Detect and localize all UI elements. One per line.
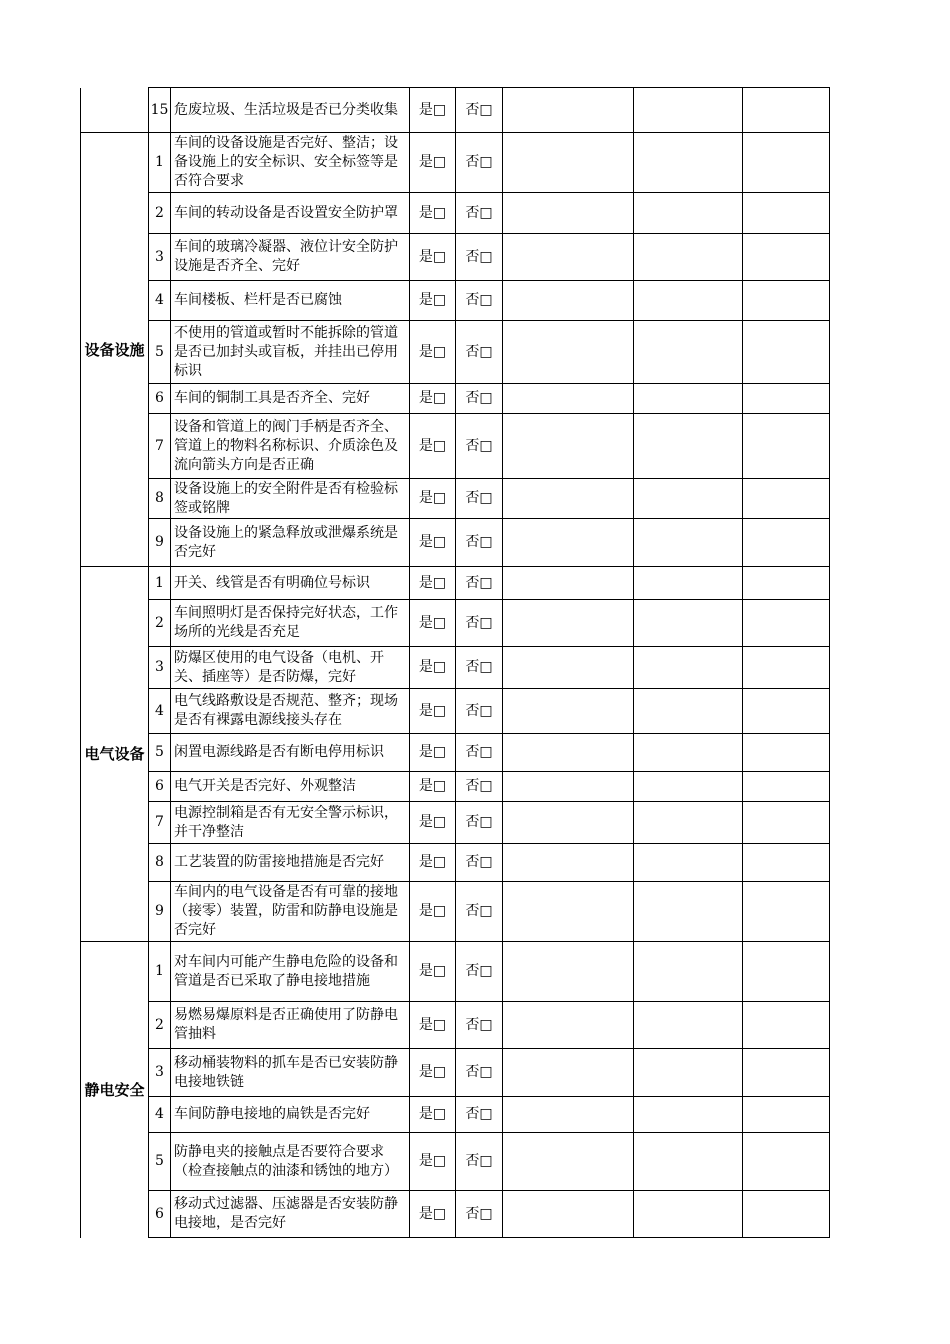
yes-checkbox[interactable]: 是□ xyxy=(410,942,456,1002)
confirm-cell[interactable] xyxy=(743,193,830,234)
yes-checkbox[interactable]: 是□ xyxy=(410,802,456,844)
item-number: 1 xyxy=(149,567,171,600)
check-item-text: 移动桶装物料的抓车是否已安装防静电接地铁链 xyxy=(171,1049,410,1097)
confirm-cell[interactable] xyxy=(743,647,830,689)
checklist-row xyxy=(81,88,830,133)
check-item-text: 防爆区使用的电气设备（电机、开关、插座等）是否防爆，完好 xyxy=(171,647,410,689)
remark-cell[interactable] xyxy=(503,321,634,384)
yes-checkbox[interactable]: 是□ xyxy=(410,1191,456,1238)
yes-checkbox[interactable]: 是□ xyxy=(410,384,456,414)
check-item-text: 车间的转动设备是否设置安全防护罩 xyxy=(171,193,410,234)
checklist-row xyxy=(81,479,830,519)
remark-cell[interactable] xyxy=(503,942,634,1002)
confirm-cell[interactable] xyxy=(743,519,830,567)
responsible-cell[interactable] xyxy=(634,88,743,133)
remark-cell[interactable] xyxy=(503,479,634,519)
check-item-text: 防静电夹的接触点是否要符合要求（检查接触点的油漆和锈蚀的地方） xyxy=(171,1133,410,1191)
responsible-cell[interactable] xyxy=(634,384,743,414)
no-checkbox[interactable]: 否□ xyxy=(456,689,503,734)
item-number: 4 xyxy=(149,281,171,321)
check-item-text: 设备和管道上的阀门手柄是否齐全、管道上的物料名称标识、介质涂色及流向箭头方向是否正确 xyxy=(171,414,410,479)
check-item-text: 工艺装置的防雷接地措施是否完好 xyxy=(171,844,410,882)
no-checkbox[interactable]: 否□ xyxy=(456,1133,503,1191)
check-item-text: 不使用的管道或暂时不能拆除的管道是否已加封头或盲板，并挂出已停用标识 xyxy=(171,321,410,384)
item-number: 8 xyxy=(149,479,171,519)
confirm-cell[interactable] xyxy=(743,1191,830,1238)
yes-checkbox[interactable]: 是□ xyxy=(410,1097,456,1133)
responsible-cell[interactable] xyxy=(634,193,743,234)
no-checkbox[interactable]: 否□ xyxy=(456,844,503,882)
item-number: 3 xyxy=(149,234,171,281)
no-checkbox[interactable]: 否□ xyxy=(456,321,503,384)
responsible-cell[interactable] xyxy=(634,942,743,1002)
confirm-cell[interactable] xyxy=(743,88,830,133)
check-item-text: 车间的铜制工具是否齐全、完好 xyxy=(171,384,410,414)
yes-checkbox[interactable]: 是□ xyxy=(410,689,456,734)
confirm-cell[interactable] xyxy=(743,734,830,772)
remark-cell[interactable] xyxy=(503,1049,634,1097)
item-number: 1 xyxy=(149,133,171,193)
check-item-text: 车间防静电接地的扁铁是否完好 xyxy=(171,1097,410,1133)
responsible-cell[interactable] xyxy=(634,689,743,734)
item-number: 9 xyxy=(149,519,171,567)
inspection-checklist-table xyxy=(80,87,830,1238)
confirm-cell[interactable] xyxy=(743,321,830,384)
item-number: 4 xyxy=(149,689,171,734)
remark-cell[interactable] xyxy=(503,519,634,567)
yes-checkbox[interactable]: 是□ xyxy=(410,479,456,519)
category-label: 静电安全 xyxy=(81,942,149,1238)
remark-cell[interactable] xyxy=(503,567,634,600)
yes-checkbox[interactable]: 是□ xyxy=(410,600,456,647)
yes-checkbox[interactable]: 是□ xyxy=(410,647,456,689)
remark-cell[interactable] xyxy=(503,281,634,321)
check-item-text: 危废垃圾、生活垃圾是否已分类收集 xyxy=(171,88,410,133)
confirm-cell[interactable] xyxy=(743,600,830,647)
confirm-cell[interactable] xyxy=(743,567,830,600)
check-item-text: 设备设施上的安全附件是否有检验标签或铭牌 xyxy=(171,479,410,519)
remark-cell[interactable] xyxy=(503,234,634,281)
remark-cell[interactable] xyxy=(503,1191,634,1238)
yes-checkbox[interactable]: 是□ xyxy=(410,1002,456,1049)
remark-cell[interactable] xyxy=(503,1133,634,1191)
responsible-cell[interactable] xyxy=(634,1191,743,1238)
responsible-cell[interactable] xyxy=(634,567,743,600)
checklist-row xyxy=(81,567,830,600)
yes-checkbox[interactable]: 是□ xyxy=(410,1049,456,1097)
category-label: 设备设施 xyxy=(81,133,149,567)
item-number: 2 xyxy=(149,193,171,234)
no-checkbox[interactable]: 否□ xyxy=(456,772,503,802)
confirm-cell[interactable] xyxy=(743,1133,830,1191)
category-label xyxy=(81,88,149,133)
item-number: 3 xyxy=(149,647,171,689)
responsible-cell[interactable] xyxy=(634,772,743,802)
confirm-cell[interactable] xyxy=(743,772,830,802)
check-item-text: 电气开关是否完好、外观整洁 xyxy=(171,772,410,802)
remark-cell[interactable] xyxy=(503,844,634,882)
yes-checkbox[interactable]: 是□ xyxy=(410,844,456,882)
confirm-cell[interactable] xyxy=(743,844,830,882)
confirm-cell[interactable] xyxy=(743,942,830,1002)
responsible-cell[interactable] xyxy=(634,1002,743,1049)
confirm-cell[interactable] xyxy=(743,1097,830,1133)
remark-cell[interactable] xyxy=(503,772,634,802)
no-checkbox[interactable]: 否□ xyxy=(456,234,503,281)
remark-cell[interactable] xyxy=(503,193,634,234)
item-number: 4 xyxy=(149,1097,171,1133)
yes-checkbox[interactable]: 是□ xyxy=(410,1133,456,1191)
check-item-text: 车间的设备设施是否完好、整洁；设备设施上的安全标识、安全标签等是否符合要求 xyxy=(171,133,410,193)
item-number: 6 xyxy=(149,772,171,802)
checklist-row xyxy=(81,647,830,689)
item-number: 6 xyxy=(149,384,171,414)
confirm-cell[interactable] xyxy=(743,1002,830,1049)
responsible-cell[interactable] xyxy=(634,844,743,882)
item-number: 9 xyxy=(149,882,171,942)
confirm-cell[interactable] xyxy=(743,281,830,321)
yes-checkbox[interactable]: 是□ xyxy=(410,567,456,600)
category-label: 电气设备 xyxy=(81,567,149,942)
confirm-cell[interactable] xyxy=(743,882,830,942)
remark-cell[interactable] xyxy=(503,882,634,942)
checklist-row xyxy=(81,1049,830,1097)
item-number: 7 xyxy=(149,802,171,844)
check-item-text: 易燃易爆原料是否正确使用了防静电管抽料 xyxy=(171,1002,410,1049)
yes-checkbox[interactable]: 是□ xyxy=(410,234,456,281)
check-item-text: 移动式过滤器、压滤器是否安装防静电接地，是否完好 xyxy=(171,1191,410,1238)
checklist-row xyxy=(81,600,830,647)
no-checkbox[interactable]: 否□ xyxy=(456,882,503,942)
yes-checkbox[interactable]: 是□ xyxy=(410,772,456,802)
no-checkbox[interactable]: 否□ xyxy=(456,802,503,844)
item-number: 5 xyxy=(149,1133,171,1191)
remark-cell[interactable] xyxy=(503,802,634,844)
no-checkbox[interactable]: 否□ xyxy=(456,414,503,479)
checklist-row xyxy=(81,734,830,772)
check-item-text: 设备设施上的紧急释放或泄爆系统是否完好 xyxy=(171,519,410,567)
no-checkbox[interactable]: 否□ xyxy=(456,567,503,600)
no-checkbox[interactable]: 否□ xyxy=(456,1097,503,1133)
confirm-cell[interactable] xyxy=(743,384,830,414)
item-number: 2 xyxy=(149,600,171,647)
confirm-cell[interactable] xyxy=(743,234,830,281)
no-checkbox[interactable]: 否□ xyxy=(456,281,503,321)
item-number: 3 xyxy=(149,1049,171,1097)
responsible-cell[interactable] xyxy=(634,600,743,647)
confirm-cell[interactable] xyxy=(743,479,830,519)
remark-cell[interactable] xyxy=(503,414,634,479)
checklist-row xyxy=(81,802,830,844)
checklist-row xyxy=(81,281,830,321)
yes-checkbox[interactable]: 是□ xyxy=(410,414,456,479)
item-number: 15 xyxy=(149,88,171,133)
responsible-cell[interactable] xyxy=(634,414,743,479)
responsible-cell[interactable] xyxy=(634,647,743,689)
yes-checkbox[interactable]: 是□ xyxy=(410,193,456,234)
remark-cell[interactable] xyxy=(503,88,634,133)
yes-checkbox[interactable]: 是□ xyxy=(410,519,456,567)
no-checkbox[interactable]: 否□ xyxy=(456,1002,503,1049)
remark-cell[interactable] xyxy=(503,133,634,193)
checklist-row xyxy=(81,882,830,942)
checklist-row xyxy=(81,193,830,234)
responsible-cell[interactable] xyxy=(634,882,743,942)
item-number: 7 xyxy=(149,414,171,479)
remark-cell[interactable] xyxy=(503,1097,634,1133)
responsible-cell[interactable] xyxy=(634,802,743,844)
yes-checkbox[interactable]: 是□ xyxy=(410,133,456,193)
item-number: 8 xyxy=(149,844,171,882)
item-number: 5 xyxy=(149,734,171,772)
check-item-text: 对车间内可能产生静电危险的设备和管道是否已采取了静电接地措施 xyxy=(171,942,410,1002)
no-checkbox[interactable]: 否□ xyxy=(456,1049,503,1097)
no-checkbox[interactable]: 否□ xyxy=(456,600,503,647)
no-checkbox[interactable]: 否□ xyxy=(456,479,503,519)
no-checkbox[interactable]: 否□ xyxy=(456,647,503,689)
responsible-cell[interactable] xyxy=(634,734,743,772)
yes-checkbox[interactable]: 是□ xyxy=(410,88,456,133)
remark-cell[interactable] xyxy=(503,689,634,734)
yes-checkbox[interactable]: 是□ xyxy=(410,882,456,942)
yes-checkbox[interactable]: 是□ xyxy=(410,321,456,384)
responsible-cell[interactable] xyxy=(634,519,743,567)
no-checkbox[interactable]: 否□ xyxy=(456,1191,503,1238)
checklist-row xyxy=(81,321,830,384)
no-checkbox[interactable]: 否□ xyxy=(456,193,503,234)
responsible-cell[interactable] xyxy=(634,133,743,193)
check-item-text: 车间内的电气设备是否有可靠的接地（接零）装置，防雷和防静电设施是否完好 xyxy=(171,882,410,942)
no-checkbox[interactable]: 否□ xyxy=(456,519,503,567)
yes-checkbox[interactable]: 是□ xyxy=(410,281,456,321)
item-number: 5 xyxy=(149,321,171,384)
check-item-text: 闲置电源线路是否有断电停用标识 xyxy=(171,734,410,772)
checklist-row xyxy=(81,234,830,281)
no-checkbox[interactable]: 否□ xyxy=(456,942,503,1002)
check-item-text: 开关、线管是否有明确位号标识 xyxy=(171,567,410,600)
responsible-cell[interactable] xyxy=(634,479,743,519)
checklist-row xyxy=(81,844,830,882)
remark-cell[interactable] xyxy=(503,734,634,772)
checklist-row xyxy=(81,942,830,1002)
remark-cell[interactable] xyxy=(503,1002,634,1049)
checklist-row xyxy=(81,1191,830,1238)
check-item-text: 电源控制箱是否有无安全警示标识，并干净整洁 xyxy=(171,802,410,844)
confirm-cell[interactable] xyxy=(743,1049,830,1097)
no-checkbox[interactable]: 否□ xyxy=(456,88,503,133)
responsible-cell[interactable] xyxy=(634,1133,743,1191)
checklist-row xyxy=(81,1133,830,1191)
checklist-body xyxy=(81,88,830,1238)
check-item-text: 车间照明灯是否保持完好状态，工作场所的光线是否充足 xyxy=(171,600,410,647)
remark-cell[interactable] xyxy=(503,600,634,647)
remark-cell[interactable] xyxy=(503,647,634,689)
confirm-cell[interactable] xyxy=(743,133,830,193)
responsible-cell[interactable] xyxy=(634,1049,743,1097)
responsible-cell[interactable] xyxy=(634,321,743,384)
checklist-row xyxy=(81,689,830,734)
check-item-text: 电气线路敷设是否规范、整齐；现场是否有裸露电源线接头存在 xyxy=(171,689,410,734)
checklist-row xyxy=(81,1097,830,1133)
confirm-cell[interactable] xyxy=(743,689,830,734)
remark-cell[interactable] xyxy=(503,384,634,414)
checklist-row xyxy=(81,519,830,567)
responsible-cell[interactable] xyxy=(634,1097,743,1133)
no-checkbox[interactable]: 否□ xyxy=(456,133,503,193)
check-item-text: 车间的玻璃冷凝器、液位计安全防护设施是否齐全、完好 xyxy=(171,234,410,281)
item-number: 6 xyxy=(149,1191,171,1238)
checklist-row xyxy=(81,1002,830,1049)
responsible-cell[interactable] xyxy=(634,234,743,281)
yes-checkbox[interactable]: 是□ xyxy=(410,734,456,772)
responsible-cell[interactable] xyxy=(634,281,743,321)
no-checkbox[interactable]: 否□ xyxy=(456,384,503,414)
checklist-row xyxy=(81,384,830,414)
checklist-row xyxy=(81,414,830,479)
checklist-row xyxy=(81,133,830,193)
no-checkbox[interactable]: 否□ xyxy=(456,734,503,772)
confirm-cell[interactable] xyxy=(743,802,830,844)
item-number: 2 xyxy=(149,1002,171,1049)
check-item-text: 车间楼板、栏杆是否已腐蚀 xyxy=(171,281,410,321)
item-number: 1 xyxy=(149,942,171,1002)
checklist-row xyxy=(81,772,830,802)
confirm-cell[interactable] xyxy=(743,414,830,479)
